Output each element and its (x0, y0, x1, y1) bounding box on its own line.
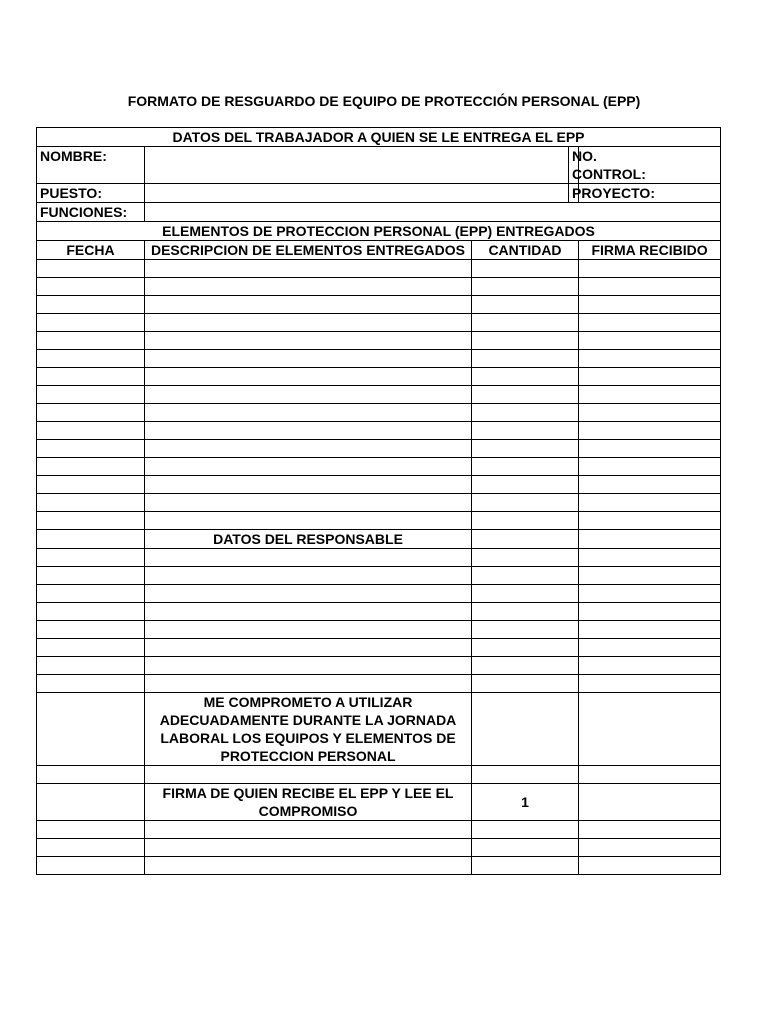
quantity-cell[interactable] (472, 404, 579, 422)
commitment-text: ME COMPROMETO A UTILIZAR ADECUADAMENTE DURANTE LA JORNADA LABORAL LOS EQUIPOS Y ELEMENTOS DE PROTECCION PERSONAL (145, 693, 472, 766)
date-cell[interactable] (37, 476, 145, 494)
signature-cell[interactable] (579, 296, 721, 314)
responsible-section-header-row (37, 530, 721, 549)
table-row (37, 494, 721, 512)
position-label: PUESTO: (37, 184, 145, 203)
description-cell[interactable] (145, 585, 472, 603)
functions-field[interactable] (145, 203, 721, 222)
quantity-cell[interactable] (472, 657, 579, 675)
signature-cell[interactable] (579, 621, 721, 639)
quantity-cell[interactable] (472, 693, 579, 766)
description-cell[interactable] (145, 404, 472, 422)
table-row (37, 404, 721, 422)
quantity-cell[interactable] (472, 839, 579, 857)
table-row (37, 512, 721, 530)
date-cell[interactable] (37, 821, 145, 839)
description-cell[interactable] (145, 603, 472, 621)
table-row (37, 639, 721, 657)
quantity-cell[interactable] (472, 857, 579, 875)
description-cell[interactable] (145, 278, 472, 296)
signature-cell[interactable] (579, 278, 721, 296)
epp-section-header: ELEMENTOS DE PROTECCION PERSONAL (EPP) ENTREGADOS (37, 222, 721, 241)
signature-cell[interactable] (579, 260, 721, 278)
quantity-cell[interactable] (472, 278, 579, 296)
date-cell[interactable] (37, 422, 145, 440)
quantity-cell[interactable] (472, 530, 579, 549)
date-cell[interactable] (37, 621, 145, 639)
quantity-cell[interactable] (472, 350, 579, 368)
quantity-cell[interactable] (472, 458, 579, 476)
signature-cell[interactable] (579, 585, 721, 603)
quantity-cell[interactable] (472, 476, 579, 494)
signature-cell[interactable] (579, 549, 721, 567)
description-cell[interactable] (145, 821, 472, 839)
name-field[interactable] (145, 147, 569, 184)
quantity-cell[interactable] (472, 603, 579, 621)
table-row (37, 839, 721, 857)
quantity-cell[interactable] (472, 332, 579, 350)
quantity-cell[interactable] (472, 440, 579, 458)
control-label (569, 147, 646, 184)
signature-cell[interactable] (579, 784, 721, 821)
signature-cell[interactable] (579, 657, 721, 675)
document-title: FORMATO DE RESGUARDO DE EQUIPO DE PROTECCIÓN PERSONAL (EPP) (127, 93, 641, 109)
description-cell[interactable] (145, 350, 472, 368)
table-row (37, 332, 721, 350)
description-cell[interactable] (145, 440, 472, 458)
table-row (37, 422, 721, 440)
signature-cell[interactable] (579, 567, 721, 585)
date-cell[interactable] (37, 530, 145, 549)
table-row (37, 296, 721, 314)
quantity-cell[interactable] (472, 621, 579, 639)
quantity-cell[interactable] (472, 260, 579, 278)
date-cell[interactable] (37, 458, 145, 476)
column-header-signature: FIRMA RECIBIDO (579, 241, 721, 260)
quantity-cell[interactable] (472, 386, 579, 404)
date-cell[interactable] (37, 386, 145, 404)
date-cell[interactable] (37, 857, 145, 875)
description-cell[interactable] (145, 839, 472, 857)
date-cell[interactable] (37, 494, 145, 512)
table-row (37, 621, 721, 639)
signature-cell[interactable] (579, 603, 721, 621)
table-row (37, 857, 721, 875)
table-row (37, 603, 721, 621)
description-cell[interactable] (145, 494, 472, 512)
description-cell[interactable] (145, 657, 472, 675)
date-cell[interactable] (37, 675, 145, 693)
date-cell[interactable] (37, 657, 145, 675)
quantity-cell[interactable] (472, 549, 579, 567)
date-cell[interactable] (37, 440, 145, 458)
signature-cell[interactable] (579, 458, 721, 476)
table-row (37, 766, 721, 784)
date-cell[interactable] (37, 296, 145, 314)
table-row (37, 821, 721, 839)
date-cell[interactable] (37, 332, 145, 350)
signature-cell[interactable] (579, 350, 721, 368)
quantity-cell[interactable] (472, 422, 579, 440)
signature-cell[interactable] (579, 368, 721, 386)
control-label-line-1: NO. (572, 148, 597, 164)
position-row (37, 184, 721, 203)
date-cell[interactable] (37, 603, 145, 621)
date-cell[interactable] (37, 314, 145, 332)
quantity-cell[interactable]: 1 (472, 784, 579, 821)
signature-cell[interactable] (579, 675, 721, 693)
description-cell[interactable] (145, 549, 472, 567)
table-row (37, 368, 721, 386)
commitment-text-row (37, 693, 721, 766)
worker-section-header: DATOS DEL TRABAJADOR A QUIEN SE LE ENTREGA EL EPP (37, 128, 721, 147)
date-cell[interactable] (37, 784, 145, 821)
date-cell[interactable] (37, 404, 145, 422)
signature-cell[interactable] (579, 639, 721, 657)
column-header-description: DESCRIPCION DE ELEMENTOS ENTREGADOS (145, 241, 472, 260)
functions-label: FUNCIONES: (37, 203, 145, 222)
signature-cell[interactable] (579, 476, 721, 494)
date-cell[interactable] (37, 693, 145, 766)
functions-row (37, 203, 721, 222)
table-row (37, 549, 721, 567)
date-cell[interactable] (37, 839, 145, 857)
table-row (37, 386, 721, 404)
control-label-line-2: CONTROL: (572, 166, 646, 182)
table-row (37, 567, 721, 585)
quantity-cell[interactable] (472, 675, 579, 693)
table-row (37, 675, 721, 693)
table-row (37, 440, 721, 458)
quantity-cell[interactable] (472, 368, 579, 386)
date-cell[interactable] (37, 549, 145, 567)
date-cell[interactable] (37, 368, 145, 386)
signature-cell[interactable] (579, 440, 721, 458)
quantity-cell[interactable] (472, 512, 579, 530)
signature-cell[interactable] (579, 766, 721, 784)
quantity-cell[interactable] (472, 821, 579, 839)
column-header-date: FECHA (37, 241, 145, 260)
column-header-quantity: CANTIDAD (472, 241, 579, 260)
signature-cell[interactable] (579, 404, 721, 422)
quantity-cell[interactable] (472, 314, 579, 332)
description-cell[interactable] (145, 386, 472, 404)
quantity-cell[interactable] (472, 766, 579, 784)
description-cell[interactable] (145, 567, 472, 585)
description-cell[interactable] (145, 476, 472, 494)
worker-section-header-row (37, 128, 721, 147)
quantity-cell[interactable] (472, 639, 579, 657)
table-row (37, 350, 721, 368)
description-cell[interactable] (145, 639, 472, 657)
date-cell[interactable] (37, 350, 145, 368)
signature-cell[interactable] (579, 386, 721, 404)
description-cell[interactable] (145, 260, 472, 278)
date-cell[interactable] (37, 585, 145, 603)
description-cell[interactable] (145, 296, 472, 314)
quantity-cell[interactable] (472, 567, 579, 585)
description-cell[interactable] (145, 857, 472, 875)
date-cell[interactable] (37, 512, 145, 530)
name-label: NOMBRE: (37, 147, 145, 184)
epp-form-table (36, 127, 721, 875)
table-row (37, 278, 721, 296)
table-row (37, 458, 721, 476)
description-cell[interactable] (145, 621, 472, 639)
signature-cell[interactable] (579, 530, 721, 549)
date-cell[interactable] (37, 278, 145, 296)
quantity-cell[interactable] (472, 585, 579, 603)
name-row (37, 147, 721, 184)
table-row (37, 657, 721, 675)
date-cell[interactable] (37, 766, 145, 784)
epp-section-header-row (37, 222, 721, 241)
project-label: PROYECTO: (569, 184, 579, 203)
date-cell[interactable] (37, 567, 145, 585)
signature-cell[interactable] (579, 693, 721, 766)
description-cell[interactable] (145, 766, 472, 784)
signature-cell[interactable] (579, 332, 721, 350)
signature-label-row (37, 784, 721, 821)
quantity-cell[interactable] (472, 494, 579, 512)
epp-column-headers (37, 241, 721, 260)
description-cell[interactable] (145, 368, 472, 386)
signature-cell[interactable] (579, 314, 721, 332)
quantity-cell[interactable] (472, 296, 579, 314)
date-cell[interactable] (37, 639, 145, 657)
signature-cell[interactable] (579, 839, 721, 857)
signature-cell[interactable] (579, 512, 721, 530)
signature-cell[interactable] (579, 821, 721, 839)
position-field[interactable] (145, 184, 569, 203)
table-row (37, 476, 721, 494)
description-cell[interactable] (145, 314, 472, 332)
responsible-section-header: DATOS DEL RESPONSABLE (145, 530, 472, 549)
date-cell[interactable] (37, 260, 145, 278)
description-cell[interactable] (145, 458, 472, 476)
description-cell[interactable] (145, 675, 472, 693)
description-cell[interactable] (145, 422, 472, 440)
signature-label: FIRMA DE QUIEN RECIBE EL EPP Y LEE EL COMPROMISO (145, 784, 472, 821)
table-row (37, 314, 721, 332)
description-cell[interactable] (145, 332, 472, 350)
description-cell[interactable] (145, 512, 472, 530)
table-row (37, 260, 721, 278)
signature-cell[interactable] (579, 857, 721, 875)
table-row (37, 585, 721, 603)
signature-cell[interactable] (579, 422, 721, 440)
signature-cell[interactable] (579, 494, 721, 512)
